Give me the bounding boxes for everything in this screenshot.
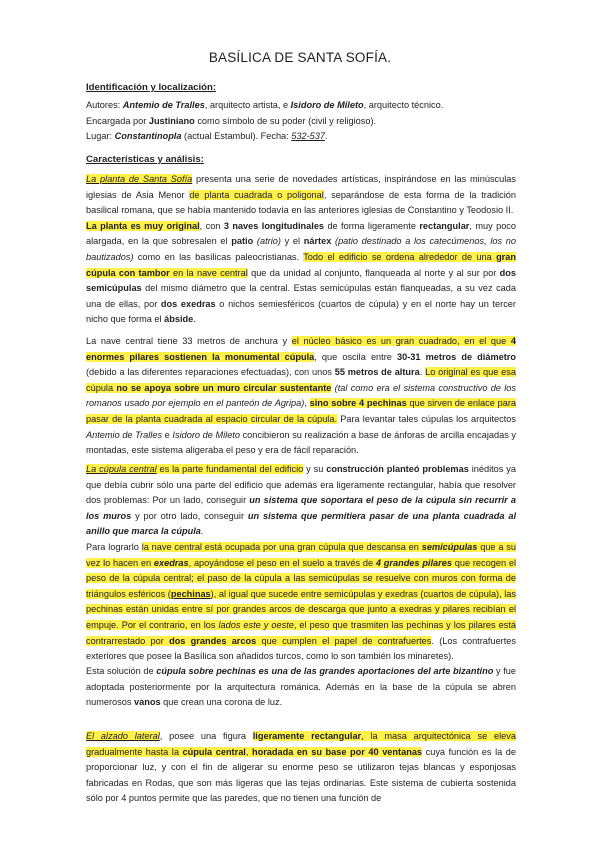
paragraph-alzado-lateral: El alzado lateral, posee una figura ligeramente rectangular, la masa arquitectónica se eleva gradualmente hasta la cúpula central, horadada en su base por 40 ventanas cuya función es la de proporcionar luz, y con el fin de aligerar su enorme peso se utilizaron tejas blancas y esponjosas fabricadas en Rodas, que son más ligeras que las tejas ordinarias. Este sistema de cubierta sostenida sólo por 4 puntos permite que las paredes, que no tienen una función de [86,731,517,804]
paragraph-cupula-central: La cúpula central es la parte fundamental del edificio y su construcción planteó problemas inéditos ya que debía cubrir sólo una parte del edificio que además era ligeramente rectangular, había que resolver dos problemas: Por un lado, conseguir un sistema que soportara el peso de la cúpula sin recurrir a los muros y por otro lado, conseguir un sistema que permitiera pasar de una planta cuadrada al anillo que marca la cúpula. Para lograrlo la nave central está ocupada por una gran cúpula que descansa en semicúpulas que a su vez lo hacen en exedras, apoyándose el peso en el suelo a través de 4 grandes pilares que recogen el peso de la cúpula central; el paso de la cúpula a las semicúpulas se resuelve con muros con forma de triángulos esféricos (pechinas), al igual que sucede entre semicúpulas y exedras (cuartos de cúpula), las pechinas están unidas entre sí por grandes arcos de descarga que junto a exedras y pilares recibían el empuje. Por el contrario, en los lados este y oeste, el peso que trasmiten las pechinas y los pilares está contrarrestado por dos grandes arcos que cumplen el papel de contrafuertes. (Los contrafuertes exteriores que posee la Basílica son añadidos turcos, como lo son también los minaretes). [86,464,517,662]
paragraph-planta: La planta de Santa Sofía presenta una serie de novedades artísticas, inspirándose en las minúsculas iglesias de Asia Menor de planta cuadrada o poligonal, separándose de esta forma de la tradición basilical romana, que se había mantenido todavía en las anteriores iglesias de Constantino y Teodosio II. La planta es muy original, con 3 naves longitudinales de forma ligeramente rectangular, muy poco alargada, en la que sobresalen el patio (atrio) y el nártex (patio destinado a los catecúmenos, los no bautizados) como en las basílicas paleocristianas. Todo el edificio se ordena alrededor de una gran cúpula con tambor en la nave central que da unidad al conjunto, flanqueada al norte y al sur por dos semicúpulas del mismo diámetro que la central. Estas semicúpulas están flanqueadas, a su vez cada una de ellas, por dos exedras o nichos semiesféricos (cuartos de cúpula) y en el norte hay un tercer nicho que forma el ábside. [86,174,517,325]
heading-identificacion: Identificación y localización: [86,82,217,93]
page-title: BASÍLICA DE SANTA SOFÍA. [208,50,392,65]
paragraph-pechinas: Esta solución de cúpula sobre pechinas es una de las grandes aportaciones del arte bizantino y fue adoptada posteriormente por la arquitectura románica. Además en la base de la cúpula se abren numerosos vanos que crean una corona de luz. [86,666,516,708]
heading-caracteristicas: Características y análisis: [86,154,204,165]
paragraph-nave-central: La nave central tiene 33 metros de anchura y el núcleo básico es un gran cuadrado, en el que 4 enormes pilares sostienen la monumental cúpula, que oscila entre 30-31 metros de diámetro (debido a las diferentes reparaciones efectuadas), con unos 55 metros de altura. Lo original es que esa cúpula no se apoya sobre un muro circular sustentante (tal como era el sistema constructivo de los romanos usado por ejemplo en el panteón de Agripa), sino sobre 4 pechinas que sirven de enlace para pasar de la planta cuadrada al espacio circular de la cúpula. Para levantar tales cúpulas los arquitectos Antemio de Tralles e Isidoro de Mileto concibieron su realización a base de ánforas de arcilla encajadas y montadas, este sistema aligeraba el peso y era de fácil reparación. [86,336,516,456]
paragraph-identificacion: Autores: Antemio de Tralles, arquitecto artista, e Isidoro de Mileto, arquitecto técnico. Encargada por Justiniano como símbolo de su poder (civil y religioso). Lugar: Constantinopla (actual Estambul). Fecha: 532-537. [86,100,444,142]
